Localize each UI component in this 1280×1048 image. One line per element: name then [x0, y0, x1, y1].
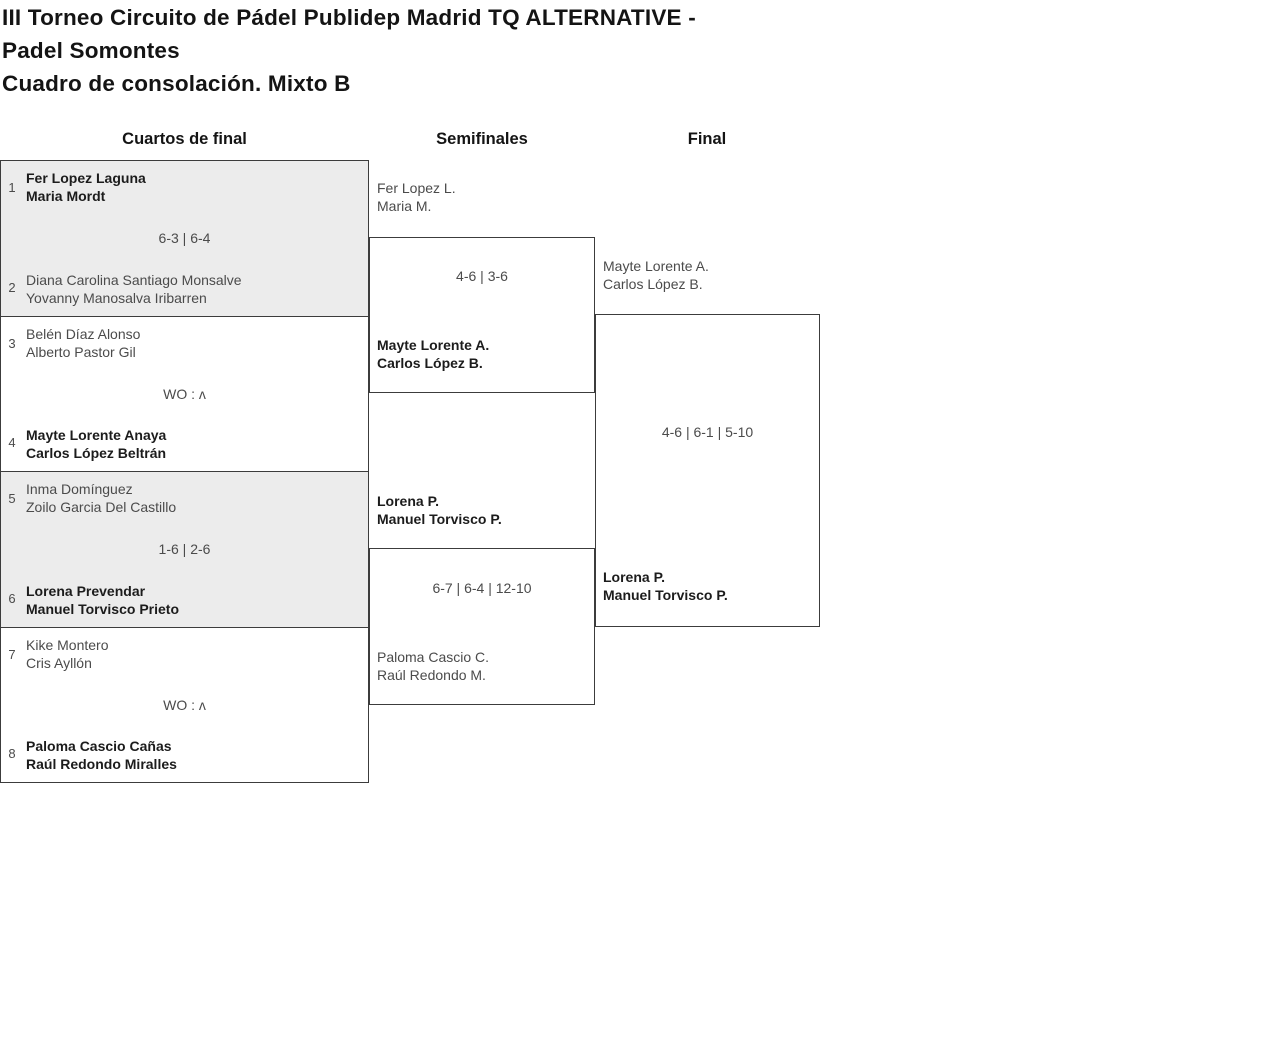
- player-name: Maria Mordt: [26, 188, 106, 204]
- seed-number: 8: [8, 746, 16, 761]
- player-name: Manuel Torvisco Prieto: [26, 600, 179, 617]
- seed-number: 1: [8, 180, 16, 195]
- player-name: Lorena P.: [377, 493, 439, 509]
- round-header-semifinals: Semifinales: [436, 130, 528, 148]
- team-pair: [603, 568, 728, 604]
- player-name: Kike Montero: [26, 636, 109, 653]
- player-name: Cris Ayllón: [26, 654, 92, 671]
- seed-number: 5: [8, 491, 16, 506]
- quarterfinals-column: [0, 160, 369, 783]
- player-name: Raúl Redondo M.: [377, 667, 486, 683]
- player-name: Yovanny Manosalva Iribarren: [26, 289, 207, 306]
- player-name: Raúl Redondo Miralles: [26, 756, 177, 772]
- quarterfinal-match-4: [1, 628, 368, 783]
- player-name: Maria M.: [377, 198, 432, 214]
- quarterfinal-match-2: [1, 317, 368, 473]
- team-pair: [377, 336, 489, 372]
- team-pair: [26, 271, 242, 307]
- match-score: 4-6 | 3-6: [456, 268, 508, 284]
- team-pair: [377, 179, 456, 215]
- round-header-final: Final: [687, 130, 727, 148]
- player-name: Lorena P.: [603, 569, 665, 585]
- team-pair: [377, 492, 502, 528]
- team-pair: [377, 648, 489, 684]
- player-name: Inma Domínguez: [26, 481, 133, 497]
- team-pair: [26, 169, 146, 205]
- match-score: 1-6 | 2-6: [158, 541, 211, 557]
- match-score: 4-6 | 6-1 | 5-10: [661, 424, 754, 440]
- team-pair: [26, 426, 166, 462]
- player-name: Paloma Cascio C.: [377, 649, 490, 665]
- team-pair: [26, 325, 140, 361]
- seed-number: 6: [8, 590, 16, 606]
- page-title-line-3: Cuadro de consolación. Mixto B: [2, 71, 351, 96]
- team-pair: [26, 480, 176, 516]
- match-score: WO : ʌ: [163, 696, 206, 713]
- quarterfinal-match-3: [1, 472, 368, 628]
- player-name: Lorena Prevendar: [26, 582, 146, 599]
- round-header-quarterfinals: Cuartos de final: [122, 130, 247, 148]
- player-name: Alberto Pastor Gil: [26, 343, 136, 360]
- player-name: Manuel Torvisco P.: [603, 587, 728, 603]
- player-name: Mayte Lorente A.: [603, 258, 709, 274]
- player-name: Carlos López B.: [377, 355, 483, 371]
- match-score: 6-7 | 6-4 | 12-10: [432, 580, 532, 596]
- player-name: Diana Carolina Santiago Monsalve: [26, 271, 242, 288]
- team-pair: [26, 737, 177, 773]
- team-pair: [26, 636, 108, 672]
- player-name: Mayte Lorente A.: [377, 337, 490, 353]
- player-name: Fer Lopez Laguna: [26, 170, 146, 186]
- team-pair: [26, 582, 179, 618]
- player-name: Paloma Cascio Cañas: [26, 738, 172, 754]
- player-name: Manuel Torvisco P.: [377, 511, 502, 527]
- seed-number: 4: [8, 435, 16, 450]
- player-name: Carlos López Beltrán: [26, 445, 167, 461]
- player-name: Belén Díaz Alonso: [26, 325, 141, 342]
- match-score: 6-3 | 6-4: [158, 230, 211, 246]
- page-title: [2, 1, 696, 100]
- page-title-line-1: III Torneo Circuito de Pádel Publidep Madrid TQ ALTERNATIVE -: [2, 5, 696, 30]
- seed-number: 2: [8, 279, 16, 295]
- seed-number: 7: [8, 646, 16, 662]
- player-name: Zoilo Garcia Del Castillo: [26, 499, 177, 515]
- seed-number: 3: [8, 335, 16, 351]
- player-name: Mayte Lorente Anaya: [26, 427, 167, 443]
- player-name: Carlos López B.: [603, 276, 703, 292]
- player-name: Fer Lopez L.: [377, 180, 456, 196]
- quarterfinal-match-1: [1, 161, 368, 317]
- match-score: WO : ʌ: [163, 385, 206, 402]
- team-pair: [603, 257, 709, 293]
- page-title-line-2: Padel Somontes: [2, 38, 180, 63]
